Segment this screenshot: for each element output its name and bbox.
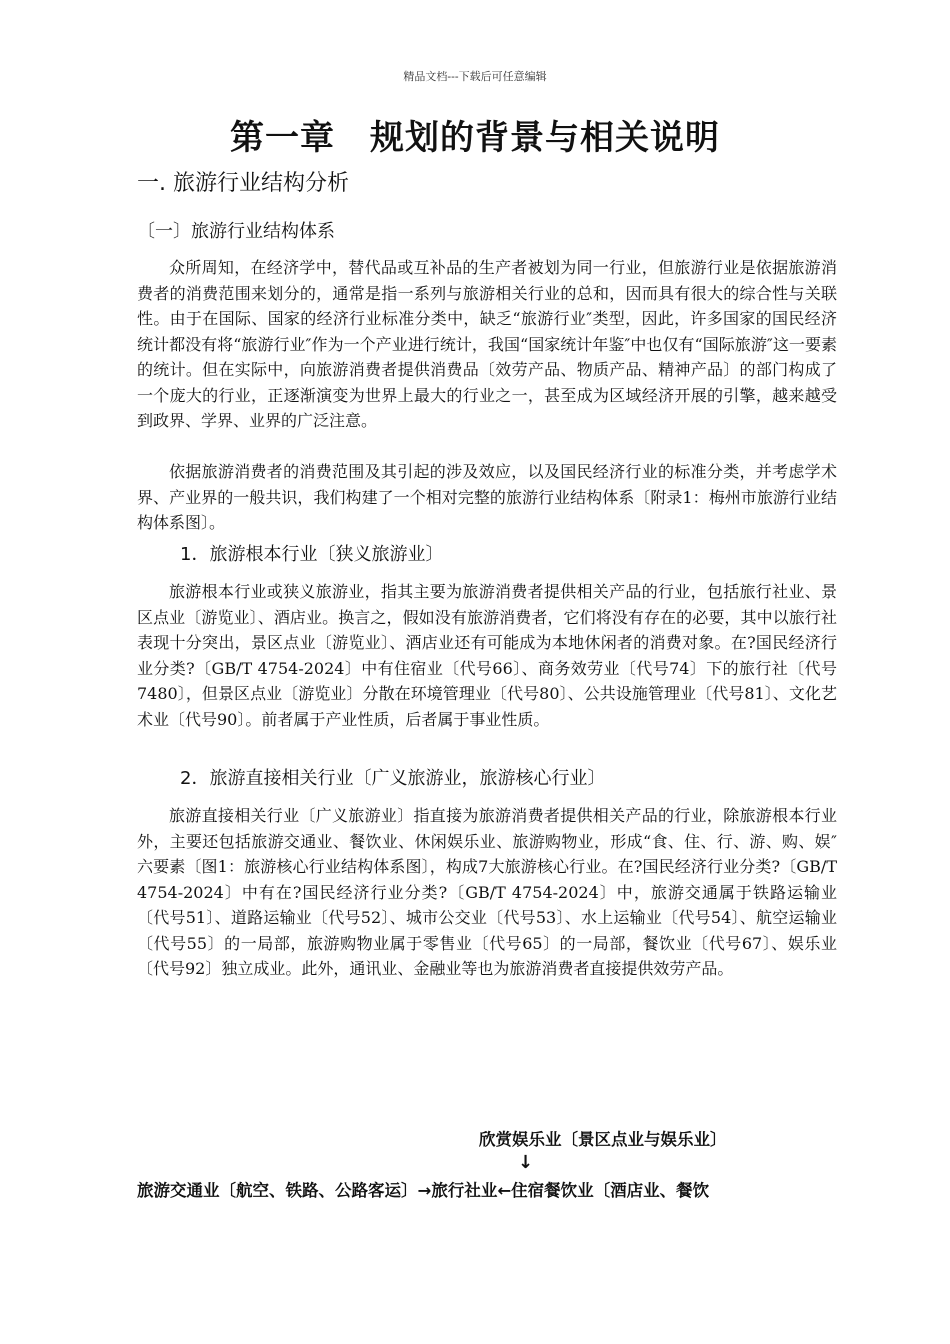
item-title-1: 1．旅游根本行业〔狭义旅游业〕: [180, 544, 444, 565]
paragraph-3: 旅游根本行业或狭义旅游业，指其主要为旅游消费者提供相关产品的行业，包括旅行社业、景区点业〔游览业〕、酒店业。换言之，假如没有旅游消费者，它们将没有存在的必要，其中以旅行社表现十分突出，景区点业〔游览业〕、酒店业还有可能成为本地休闲者的消费对象。在?国民经济行业分类?〔GB/T 4754-2024〕中有住宿业〔代号66〕、商务效劳业〔代号74〕下的旅行社〔代号7480〕，但景区点业〔游览业〕分散在环境管理业〔代号80〕、公共设施管理业〔代号81〕、文化艺术业〔代号90〕。前者属于产业性质，后者属于事业性质。: [137, 582, 837, 729]
diagram-bottom-row: 旅游交通业〔航空、铁路、公路客运〕→旅行社业←住宿餐饮业〔酒店业、餐饮: [137, 1181, 710, 1200]
paragraph-1: 众所周知，在经济学中，替代品或互补品的生产者被划为同一行业，但旅游行业是依据旅游消费者的消费范围来划分的，通常是指一系列与旅游相关行业的总和，因而具有很大的综合性与关联性。由于在国际、国家的经济行业标准分类中，缺乏“旅游行业″类型，因此，许多国家的国民经济统计都没有将“旅游行业″作为一个产业进行统计，我国“国家统计年鉴″中也仅有“国际旅游″这一要素的统计。但在实际中，向旅游消费者提供消费品〔效劳产品、物质产品、精神产品〕的部门构成了一个庞大的行业，正逐渐演变为世界上最大的行业之一，甚至成为区域经济开展的引擎，越来越受到政界、学界、业界的广泛注意。: [137, 258, 837, 430]
item-title-2: 2．旅游直接相关行业〔广义旅游业，旅游核心行业〕: [180, 768, 606, 789]
down-arrow-icon: ↓: [518, 1152, 534, 1173]
paragraph-2: 依据旅游消费者的消费范围及其引起的涉及效应，以及国民经济行业的标准分类，并考虑学术界、产业界的一般共识，我们构建了一个相对完整的旅游行业结构体系〔附录1：梅州市旅游行业结构体系图〕。: [137, 462, 837, 532]
subsection-title: 〔一〕旅游行业结构体系: [137, 221, 335, 242]
diagram-top-node: 欣赏娱乐业〔景区点业与娱乐业〕: [479, 1130, 727, 1149]
section-title: 一. 旅游行业结构分析: [137, 171, 349, 196]
header-note: 精品文档---下载后可任意编辑: [403, 70, 547, 83]
chapter-title: 第一章 规划的背景与相关说明: [230, 118, 720, 158]
paragraph-4: 旅游直接相关行业〔广义旅游业〕指直接为旅游消费者提供相关产品的行业，除旅游根本行业外，主要还包括旅游交通业、餐饮业、休闲娱乐业、旅游购物业，形成“食、住、行、游、购、娱″六要素〔图1：旅游核心行业结构体系图〕，构成7大旅游核心行业。在?国民经济行业分类?〔GB/T 4754-2024〕中有在?国民经济行业分类?〔GB/T 4754-2024〕中，旅游交通属于铁路运输业〔代号51〕、道路运输业〔代号52〕、城市公交业〔代号53〕、水上运输业〔代号54〕、航空运输业〔代号55〕的一局部，旅游购物业属于零售业〔代号65〕的一局部，餐饮业〔代号67〕、娱乐业〔代号92〕独立成业。此外，通讯业、金融业等也为旅游消费者直接提供效劳产品。: [137, 806, 837, 978]
